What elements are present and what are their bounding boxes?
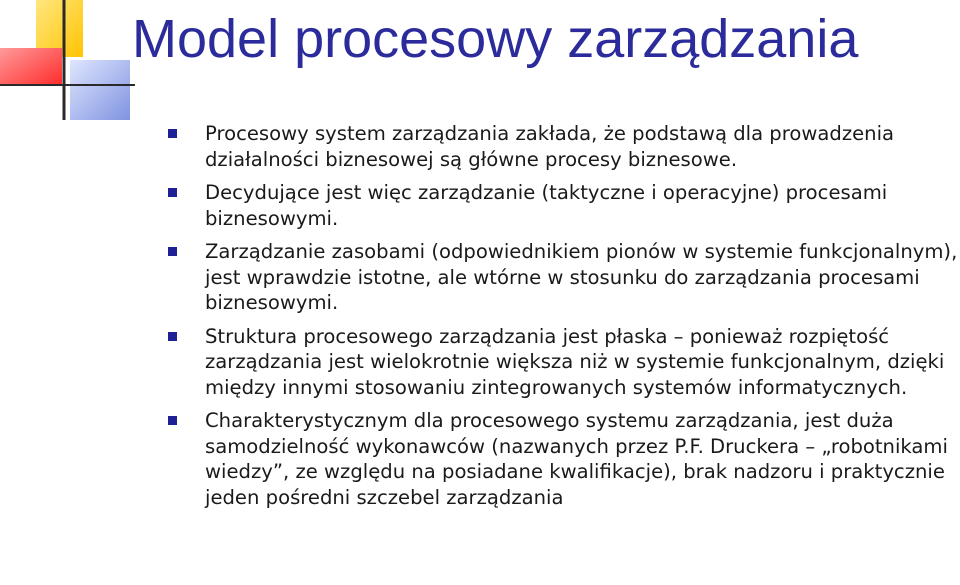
bullet-list <box>168 121 958 518</box>
bullet-item <box>168 121 958 172</box>
slide-title: Model procesowy zarządzania <box>132 9 859 69</box>
square-bullet-icon <box>168 247 177 256</box>
square-bullet-icon <box>168 332 177 341</box>
bullet-text: Procesowy system zarządzania zakłada, że podstawą dla prowadzenia działalności biznesowej są główne procesy biznesowe. <box>205 122 895 171</box>
decorative-squares-logo <box>0 0 135 120</box>
bullet-item <box>168 408 958 510</box>
bullet-item <box>168 180 958 231</box>
square-bullet-icon <box>168 416 177 425</box>
bullet-item <box>168 324 958 401</box>
bullet-text: Struktura procesowego zarządzania jest płaska – ponieważ rozpiętość zarządzania jest wielokrotnie większa niż w systemie funkcjonalnym, dzięki między innymi stosowaniu zintegrowanych systemów informatycznych. <box>205 324 945 399</box>
bullet-text: Decydujące jest więc zarządzanie (taktyczne i operacyjne) procesami biznesowymi. <box>205 181 888 230</box>
bullet-text: Charakterystycznym dla procesowego systemu zarządzania, jest duża samodzielność wykonawców (nazwanych przez P.F. Druckera – „robotnikami wiedzy”, ze względu na posiadane kwalifikacje), brak nadzoru i praktycznie jeden pośredni szczebel zarządzania <box>205 409 948 509</box>
square-bullet-icon <box>168 129 177 138</box>
square-bullet-icon <box>168 188 177 197</box>
bullet-item <box>168 239 958 316</box>
bullet-text: Zarządzanie zasobami (odpowiednikiem pionów w systemie funkcjonalnym), jest wprawdzie istotne, ale wtórne w stosunku do zarządzania procesami biznesowymi. <box>205 240 958 314</box>
